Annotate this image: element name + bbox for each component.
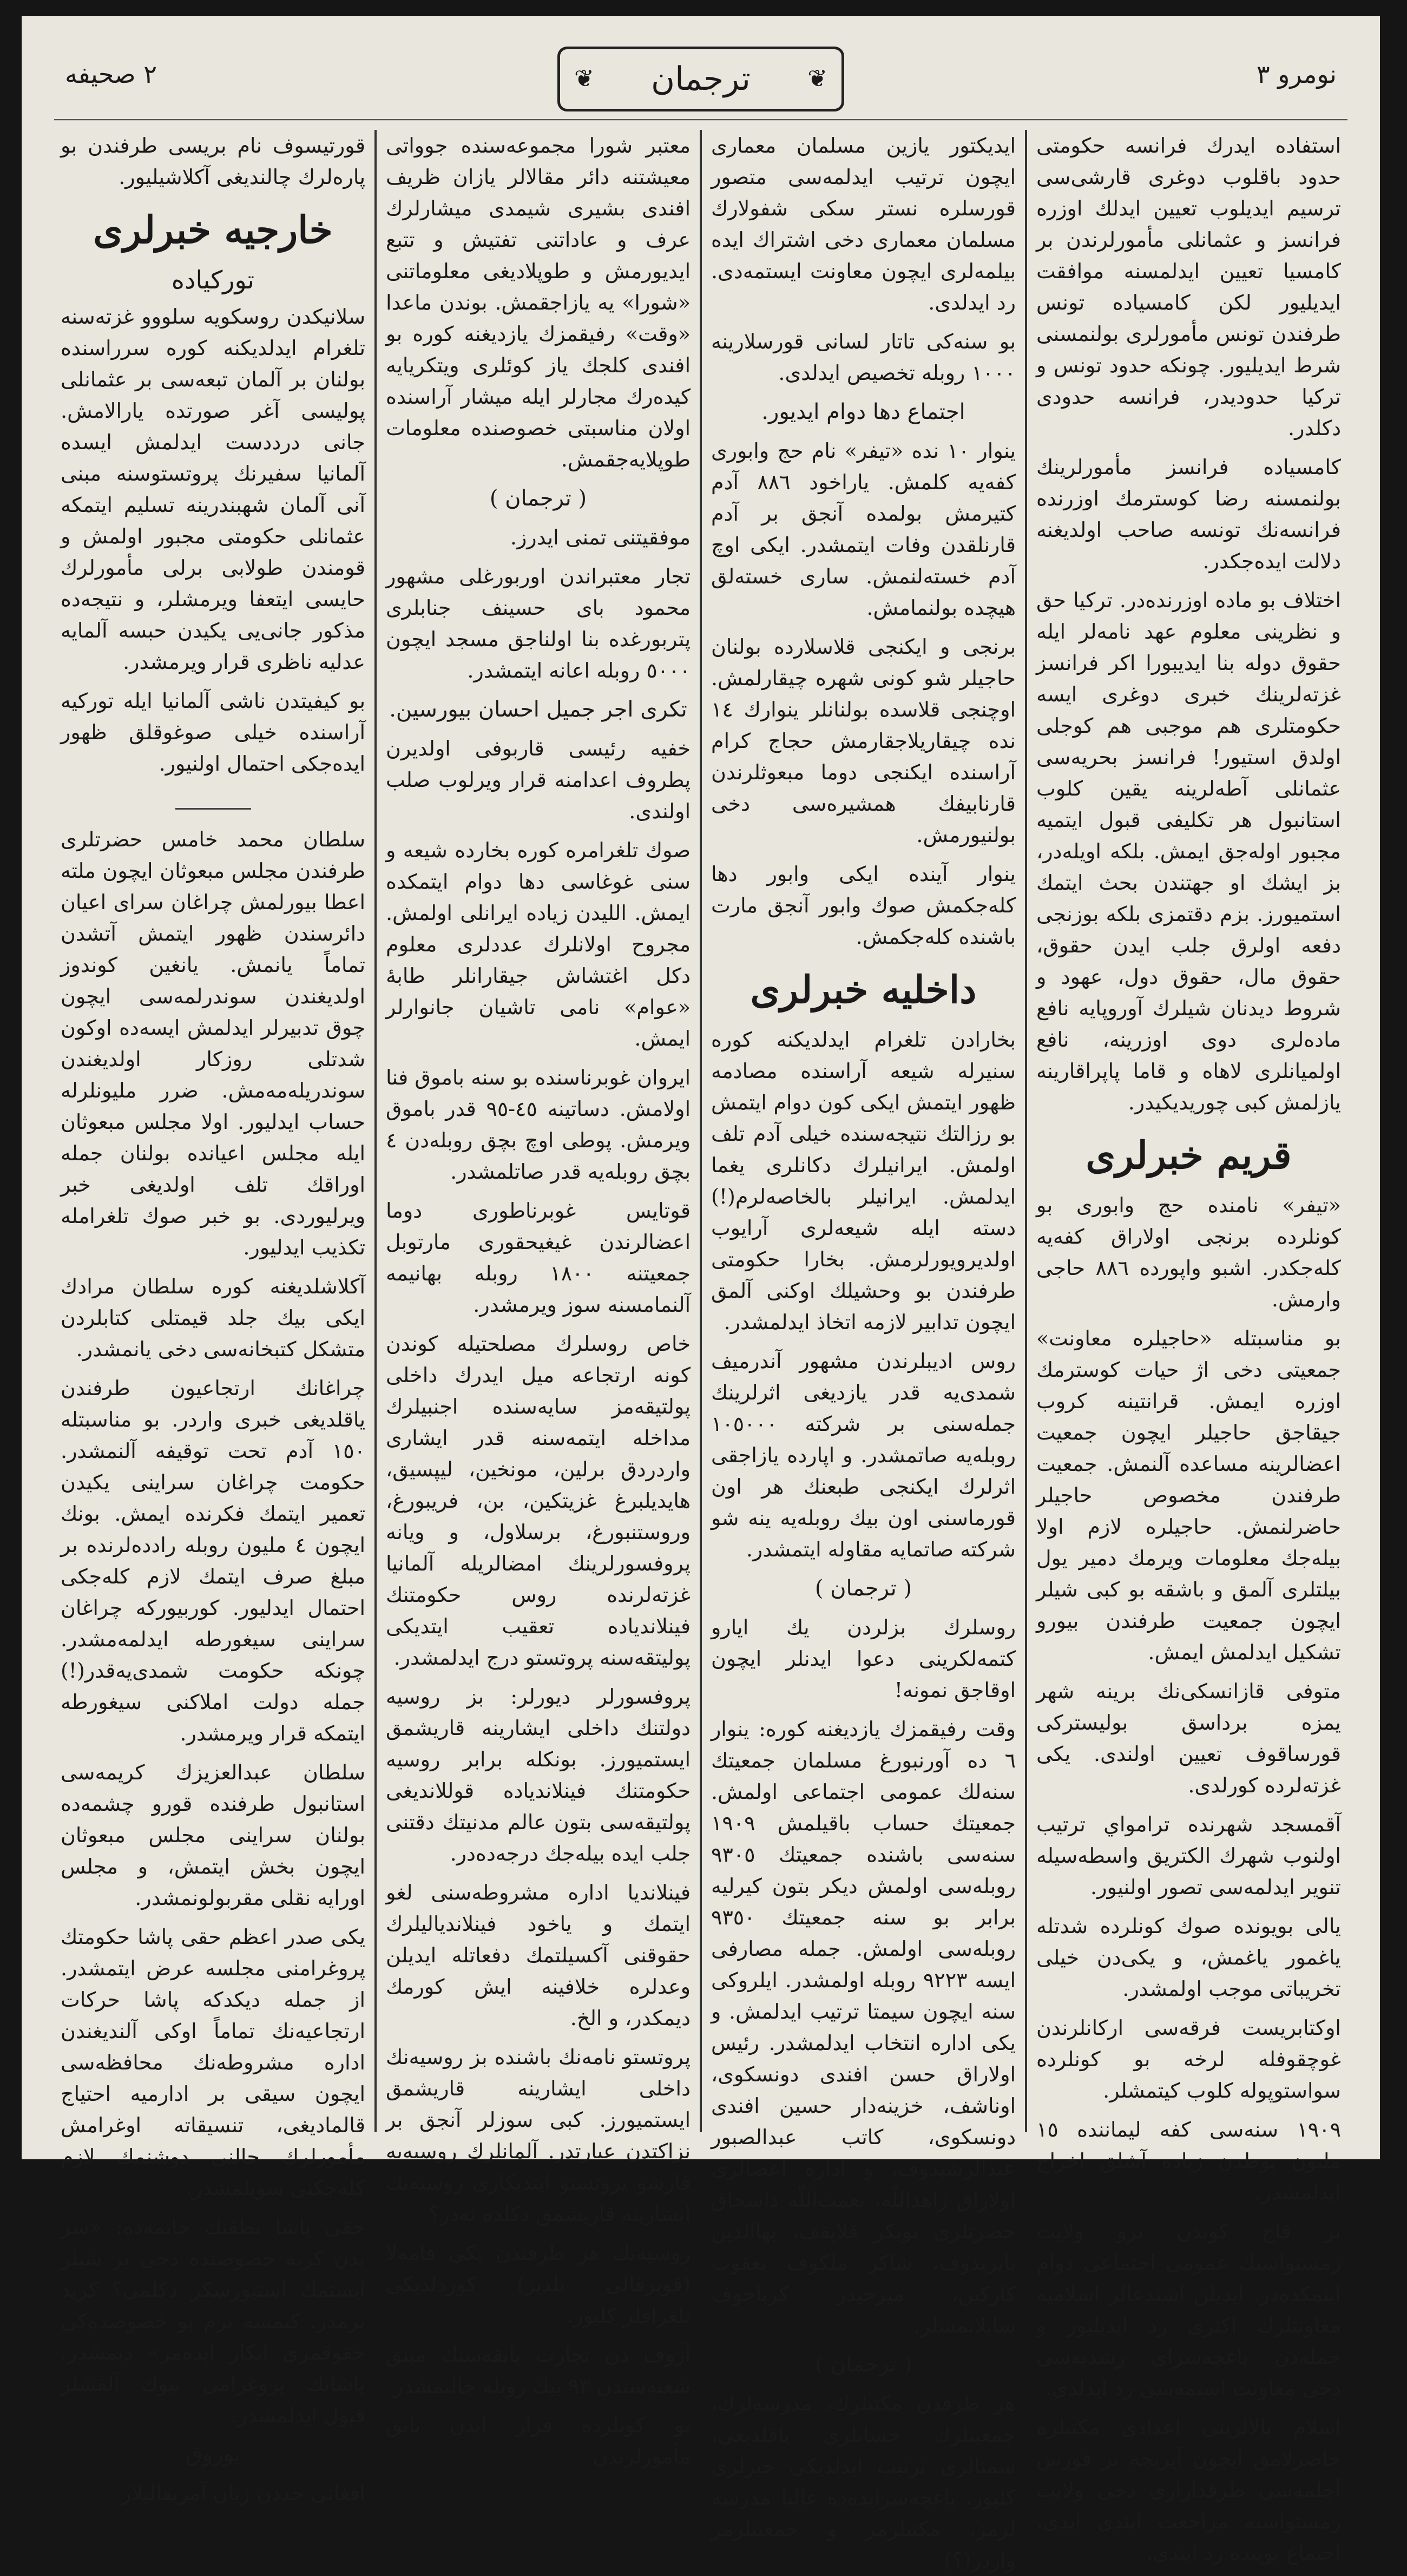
paragraph: فینلاندیا اداره مشروطه‌سنی لغو ایتمك و یاخود فینلاندیالیلرك حقوقنی آکسیلتمك دفعاتله ایدیلن وعدلره خلافینه ایش کورمك دیمکدر، و الخ. <box>385 1881 691 2030</box>
paragraph: وقت رفیقمزك یازدیغنه کوره: ینوار ٦ ده آورنبورغ مسلمان جمعیتك سنه‌لك عمومی اجتماعی اولمش. جمعیتك حساب باقیلمش ١٩٠٩ سنه‌سی باشنده جمعیتك ٩٣٠٥ روبله‌سی اولمش دیکر بتون کیرلیه برابر بو سنه جمعیتك ٩٣٥٠ روبله‌سی اولمش. جمله مصارفی ایسه ٩٢٢٣ روبله اولمشدر. ایلروکی سنه ایچون سیمتا ترتیب ایدلمش. و یکی اداره انتخاب ایدلمشدر. رئیس اولاراق حسن افندی دونسکوی، اوناشف، خزینه‌دار حسین افندی دونسکوی، کاتب عبدالصبور عبدالرشیدوف، و اداره اعضالری اولاراق زاهداللّه، نعمت‌اللّه داسحاق حضرتلری بوبکر قلایقف، بهاالدین بایزیدوف، شاکر ملکوف یعقوب کارکین، میرجیدر کرباجوف سایلانمشلر. <box>711 1717 1016 2337</box>
column-1 <box>1030 130 1347 2565</box>
paragraph: تجار معتبراندن اوربورغلی مشهور محمود بای حسینف جنابلری پتربورغده بنا اولناجق مسجد ایچون ٥٠٠٠ روبله اعانه ایتمشدر. <box>385 564 691 682</box>
source-credit: ( ترجمان ) <box>814 1576 912 1601</box>
paragraph: حقی پاشا نطقنك خاتمه‌ده: «سز بدن کریه خصوصنده دخی بر شیلر ایستمك استیورسکز دکلمی؟ کرید بزمدر. کیمسه بزم بو خصوصده‌کی حقوقمزی انکار ایده‌مز» دیمشدر. پاشانك پروغرامی بیوك آلقشلر قبول ایدلمشدر. <box>60 2215 366 2427</box>
paragraph: استفاده ایدرك فرانسه حکومتی حدود باقلوب دوغری قارشی‌سی ترسیم ایدیلوب تعیین ایدلك اوزره فرانسز و عثمانلی مأمورلرندن بر کامسیا تعیین ایدلمسنه موافقت ایدیلیور لکن کامسیاده تونس طرفندن تونس مأمورلری بولنمسنی شرط ایدیلیور. چونکه حدود تونس و ترکیا حدودیدر، فرانسه حدودی دکلدر. <box>1036 134 1341 440</box>
paragraph: آزوف دن تجارت بانقه‌سنك مبنق شعبه‌سندن ٩٣ بیك روبله جالنمشدر. <box>385 2343 691 2398</box>
paragraph: اختلاف بو ماده اوزرنده‌در. ترکیا حق و نظرینی معلوم عهد نامه‌لر ایله حقوق دوله بنا ایدیبورا اکر فرانسز غزته‌لرینك خبری دوغری ایسه حکومتلری هم موجبی هم کوجلی اولدق استیور! فرانسز بحریه‌سی عثمانلی آطه‌لرینه یقین کلوب استانبول هر تکلیفی قبول ایتمیه مجبور اوله‌جق ایمش. بلکه اویله‌در، بز ایشك او جهتندن بحث ایتمك استمیورز. بزم دقتمزی بلکه بوزنجی دفعه اولرق جلب ایدن حقوق، حقوق مال، حقوق دول، عهود و شروط دیدنان شیلرك آوروپایه نافع ماده‌لری دوی اوزرینه، نافع اولمیانلری لاهاه و قاما پاپراقارینه یازلمش کبی چوریدیکیدر. <box>1036 588 1341 1114</box>
page-number: ٢ صحيفه <box>65 60 157 89</box>
paragraph: پروفسورلر دیورلر: بز روسیه دولتنك داخلی ایشارینه قاریشمق ایستمیورز. بونکله برابر روسیه حکومتنك فینلاندیاده قوللاندیغی پولتیقه‌سی بتون عالم مدنیتك دقتنی جلب ایده بیله‌جك درجه‌ده‌در. <box>385 1685 691 1865</box>
paragraph: پروتستو نامه‌نك باشنده بز روسیه‌نك داخلی ایشارینه قاریشمق ایستمیورز. کبی سوزلر آنجق بر نزاکتدن عبارتدر. آلمانلرك روسیه‌یه قارشو پروتستو ایتدیکاری روسیه‌نك ایشارینه قاریشمق دکلده نه‌در؟ <box>385 2045 691 2226</box>
newspaper-page <box>22 16 1380 2572</box>
paragraph: قوتایس غوبرناطوری دوما اعضالرندن غیغیحقوری مارتوبل جمعیتنه ١٨٠٠ روبله بهانیمه آلنمامسنه سوز ویرمشدر. <box>385 1199 691 1317</box>
paragraph: سلانیکدن روسکویه سلووو غزته‌سنه تلغرام ایدلدیکنه کوره سرراسنده بولنان بر آلمان تبعه‌سی بر عثمانلی پولیسی آغر صورتده یارالامش. جانی درددست ایدلمش ایسده آلمانیا سفیرنك پروتستوسنه مبنی آنی آلمان شهبندرینه تسلیم ایتمکه عثمانلی حکومتی مجبور اولمش و قومندن طولابی برلی مأمورلرك حایسی ایتعفا ویرمشلر، و نتیجه‌ده مذکور جانی‌یی یکیدن حبسه آلمایه عدلیه ناظری قرار ویرمشدر. <box>60 305 366 674</box>
paragraph: سلطان محمد خامس حضرتلری طرفندن مجلس مبعوثان ایچون ملته اعطا بیورلمش چراغان سرای اعیان دائرسندن ظهور ایتمش آتشدن تماماً یانمش. یانغین کوندوز اولدیغندن سوندرلمه‌سی ایچون چوق تدبیرلر ایدلمش ایسه‌ده اوکون شدتلی روزکار اولدیغندن سوندریله‌مه‌مش. ضرر ملیونلرله حساب ایدلیور. اولا مجلس مبعوثان ایله مجلس اعیانده بولنان جمله اوراقك تلف اولدیغی خبر ویرلیوردی. بو خبر صوك تلغرامله تکذیب ایدلیور. <box>60 827 366 1259</box>
paragraph: سلطان عبدالعزیزك کریمه‌سی استانبول طرفنده قورو چشمه‌ده بولنان سراینی مجلس مبعوثان ایچون بخش ایتمش، و مجلس اورایه نقلی مقربولونمشدر. <box>60 1760 366 1910</box>
paragraph: بو مناسبتله «حاجیلره معاونت» جمعیتی دخی اژ حیات کوسترمك اوزره ایمش. قرانتینه کروب جیقاجق حاجیلر ایچون جمعیت اعضالرینه مساعده آلنمش. جمعیت طرفندن مخصوص حاجیلر حاضرلنمش. حاجیلره لازم اولا بیله‌جك معلومات ویرمك دمیر یول بیلتلری آلمق و باشقه بو کبی شیلر ایچون جمعیت طرفندن بیورو تشکیل ایدلمش ایمش. <box>1036 1326 1341 1664</box>
column-divider <box>1025 130 1027 2132</box>
paragraph: متوفی قازانسکی‌نك برینه شهر یمزه برداسق بولیسترکی قورساقوف تعیین اولندی. یکی غزته‌لرده کورلدی. <box>1036 1679 1341 1797</box>
source-credit: ( ترجمان ) <box>489 486 587 511</box>
paragraph: ینوار آینده ایکی وابور دها کله‌جکمش صوك وابور آنجق مارت باشنده کله‌جکمش. <box>711 862 1016 949</box>
paragraph: آقمسجد شهرنده ترامواي ترتیب اولنوب شهرك الکتریق واسطه‌سیله تنویر ایدلمه‌سی تصور اولنیور. <box>1036 1812 1341 1899</box>
paragraph: اجتماع دها دوام ایدیور. <box>761 399 965 424</box>
paragraph: بو کیفیتدن ناشی آلمانیا ایله تورکیه آراسنده خیلی صوغوقلق ظهور ایده‌جکی احتمال اولنیور. <box>60 689 366 776</box>
paragraph: اوکتابریست فرقه‌سی ارکانلرندن غوچقوفله لرخه بو کونلرده سواستوپوله کلوب کیتمشلر. <box>1036 2016 1341 2102</box>
column-divider <box>374 130 377 2132</box>
paragraph: موفقیتنی تمنی ایدرز. <box>510 525 691 549</box>
paragraph: بخارادن تلغرام ایدلدیکنه کوره سنیرله شیعه آراسنده مصادمه ظهور ایتمش ایکی کون دوام ایتمش بو رزالتك نتیجه‌سنده خیلی آدم تلف اولمش. ایرانیلرك دکانلری یغما ایدلمش. ایرانیلر بالخاصه‌لرم(!) دسته ایله شیعه‌لری آرایوب اولدیرویورلرمش. بخارا حکومتی طرفندن بو وحشیلك اوکنی آلمق ایچون تدابیر لازمه اتخاذ ایدلمشدر. <box>711 1028 1016 1334</box>
column-2 <box>705 130 1022 2572</box>
paragraph: روسیه‌نك هر طرفندن یکی قامه‌لا (قوبرقالی بلدیز) کوردلدیکی تلغرافلر کلیور. <box>385 2241 691 2328</box>
paragraph: روسلرك بزلردن یك ایارو کتمه‌لکرینی دعوا ایدنلر ایچون اوقاجق نمونه! <box>711 1615 1016 1702</box>
paragraph: خفیه رئیسی قاربوفی اولدیرن پطروف اعدامنه قرار ویرلوب صلب اولندی. <box>385 737 691 823</box>
paragraph: اسلام بالالرینی اعدادی مکتبلره حاضرلامق ایچون آیریجه بر قورس آچلمه‌سی طرفداراری دخی ولایت زمستواسنه مراجعت ایتدی ایدی. اجتماع بوینده رد ایتدی. <box>1036 2415 1341 2565</box>
paragraph: یکی صدر اعظم حقی پاشا حکومتك پروغرامنی مجلسه عرض ایتمشدر. از جمله دیکدکه پاشا حرکات ارتجاعیه‌نك تماماً اوکی آلندیغندن اداره مشروطه‌نك محافظه‌سی ایچون سیقی بر ادارمیه احتیاج قالمادیغی، تنسیقاته اوغرامش مأمورلرك حالنی دوشنمك لازم کله‌جکنی سویلمشدر. <box>60 1925 366 2200</box>
paragraph: یالی بویونده صوك کونلرده شدتله یاغمور یاغمش، و یکی‌دن خیلی تخریباتی موجب اولمشدر. <box>1036 1914 1341 2001</box>
paragraph: روس ادیبلرندن مشهور آندرمیف شمدی‌یه قدر یازدیغی اثرلرینك جمله‌سنی بر شرکته ١٠٥٠٠٠ روبله‌یه صاتمشدر. و اپارده یازاجقی اثرلرك ایکنجی طبعنك هر اون قورماسنی اون بیك روبله‌یه ینه شو شرکته صاتمایه مقاوله ایتمشدر. <box>711 1349 1016 1561</box>
paragraph: بو کونلرده فرار ایدن بانق مأمورلرندن <box>385 2413 691 2468</box>
source-credit: یوروق <box>185 2442 241 2467</box>
paragraph: ایدیکتور یازین مسلمان معماری ایچون ترتیب ایدلمه‌سی متصور قورسلره نستر سکی شفولارك مسلمان معماری دخی اشتراك ایده بیلمه‌لری ایچون معاونت ایستمه‌دی. رد ایدلدی. <box>711 134 1016 314</box>
paragraph: افغانی حددن زیان آمریقالیلار <box>121 2481 366 2505</box>
column-3 <box>379 130 697 2468</box>
paragraph: کامسیاده فرانسز مأمورلرینك بولنمسنه رضا کوسترمك اوزرنده فرانسه‌نك تونسه صاحب اولدیغنه دلالت ایده‌جکدر. <box>1036 455 1341 573</box>
section-title-domestic: داخلیه خبرلری <box>750 967 977 1012</box>
paragraph: ینوار ١٠ نده «تیفر» نام حج وابوری کفه‌یه کلمش. یاراخود ٨٨٦ آدم کتیرمش بولمده آنجق بر آدم قارنلقدن وفات ایتمشدر. ایکی اوچ آدم خسته‌لنمش. ساری خسته‌لق هیچده بولنمامش. <box>711 439 1016 620</box>
paragraph: برنجی و ایکنجی قلاسلارده بولنان حاجیلر شو کونی شهره چیقارلمش. اوچنجی قلاسده بولنانلر ینوارك ١٤ نده چیقاریلاجقارمش حجاج کرام آراسنده ایکنجی دوما مبعوثلرندن قارنابیفك همشیره‌سی دخی بولنیورمش. <box>711 635 1016 847</box>
paragraph: معتبر شورا مجموعه‌سنده جوواتی معیشتنه دائر مقالالر یازان ظریف افندی بشیری شیمدی میشارلرك عرف و عاداتنی تفتیش و تتبع ایدیورمش و طوپلادیغی معلوماتنی «شورا» یه یازاجقمش. بوندن ماعدا «وقت» رفیقمزك یازدیغنه کوره بو افندی کلجك یاز کوئلری ویتکریایه کیده‌رك مجارلر ایله میشار آراسنده اولان مناسبتی خصوصنده معلومات طوپلایه‌جقمش. <box>385 134 691 471</box>
section-title-crimea: قریم خبرلری <box>1086 1133 1292 1178</box>
paragraph: هر طرفدن مکتبلرك، مدرسه‌لرك، جمعیتلرك حسابلری باقلدیغی، سمتالری ترتیب ایدلدیکی خبرلری کلیور. باغچه‌سرایده‌ده غالبا مدرسه لرمز، مکتبلرمز و جمعیتلرمز واردر(؟) <box>711 2391 1016 2572</box>
paragraph: ایروان غوبرناسنده بو سنه باموق فنا اولامش. دساتینه ٤٥-٩٥ قدر باموق ویرمش. پوطی اوچ بچق روبله‌دن ٤ بچق روبله‌یه قدر صاتلمشدر. <box>385 1066 691 1184</box>
masthead-title: ❦ ترجمان ❦ <box>557 47 844 111</box>
issue-number: نومرو ٣ <box>1256 60 1337 89</box>
page-header <box>54 38 1347 121</box>
source-credit: ( ترجمان ) <box>814 2352 912 2377</box>
paragraph: قورتیسوف نام بریسی طرفندن بو پاره‌لرك چالندیغی آکلاشیلیور. <box>60 134 366 189</box>
paragraph: چراغانك ارتجاعیون طرفندن یاقلدیغی خبری واردر. بو مناسبتله ١٥٠ آدم تحت توقیفه آلنمشدر. حکومت چراغان سراینی یکیدن تعمیر ایتمك فکرنده ایمش. بونك ایچون ٤ ملیون روبله رادده‌لرنده بر مبلغ صرف ایتمك لازم کله‌جکی احتمال ایدلیور. کوربیورکه چراغان سراینی سیغورطه ایدلمه‌مشدر. چونکه حکومت شمدی‌یه‌قدر(!) جمله دولت املاکنی سیغورطه ایتمکه قرار ویرمشدر. <box>60 1376 366 1745</box>
column-divider <box>700 130 702 2132</box>
paragraph: «تیفر» نامنده حج وابوری بو کونلرده برنجی اولاراق کفه‌یه کله‌جکدر. اشبو واپورده ٨٨٦ حاجی وارمش. <box>1036 1193 1341 1311</box>
section-title-foreign: خارجیه خبرلری <box>93 207 333 252</box>
separator <box>61 787 365 818</box>
column-4 <box>54 130 372 2505</box>
paragraph: ١٩٠٩ سنه‌سی کفه لیماننده ١٥ ملیون پوطدن زیاده آشلق اخراج ایدلمشدر. <box>1036 2118 1341 2204</box>
paragraph: خاص روسلرك مصلحتیله کوندن کونه ارتجاعه میل ایدرك داخلی پولتیقه‌مز سایه‌سنده اجنبیلرك مداخله ایتمه‌سنه قدر ایشاری واردردق برلین، مونخین، لیپسیق، هایدیلبرغ غزیتکین، بن، فریبورغ، وروستنبورغ، برسلاول، و ویانه پروفسورلرینك امضالریله آلمانیا غزته‌لرنده روس حکومتنك فینلاندیاده تعقیب ایتدیکی پولیتقه‌سنه پروتستو درج ایدلمشدر. <box>385 1332 691 1670</box>
columns <box>54 130 1347 2572</box>
paragraph: آکلاشلدیغنه کوره سلطان مرادك ایکی بیك جلد قیمتلی کتابلردن متشکل کتبخانه‌سی دخی یانمشدر. <box>60 1274 366 1361</box>
paragraph: بو سنه‌کی تاتار لسانی قورسلارینه ١٠٠٠ روبله تخصیص ایدلدی. <box>711 330 1016 385</box>
paragraph: صوك تلغرامره کوره بخارده شیعه و سنی غوغاسی دها دوام ایتمکده ایمش. اللیدن زیاده ایرانلی اولمش. مجروح اولانلرك عددلری معلوم دکل اغتشاش جیقارانلر طابهٔ «عوام» نامی تاشیان جانوارلر ایمش. <box>385 838 691 1050</box>
section-subtitle-turkey: تورکیاده <box>171 265 255 294</box>
paragraph: بر قاج کوندن برو ولایت زمستواسنك عمومی اجتماعی دوام ایتمکده‌در. ایدیلن استدعالر اسلامیه معاونتلرك اکثری رد ایدیلیور و جمله‌دن باغچه‌سرای رشدیه‌سی دخی معاونت استمه‌سی رد ایدلدی. <box>1036 2219 1341 2400</box>
paragraph: تکری اجر جمیل احسان بیورسین. <box>389 697 687 722</box>
